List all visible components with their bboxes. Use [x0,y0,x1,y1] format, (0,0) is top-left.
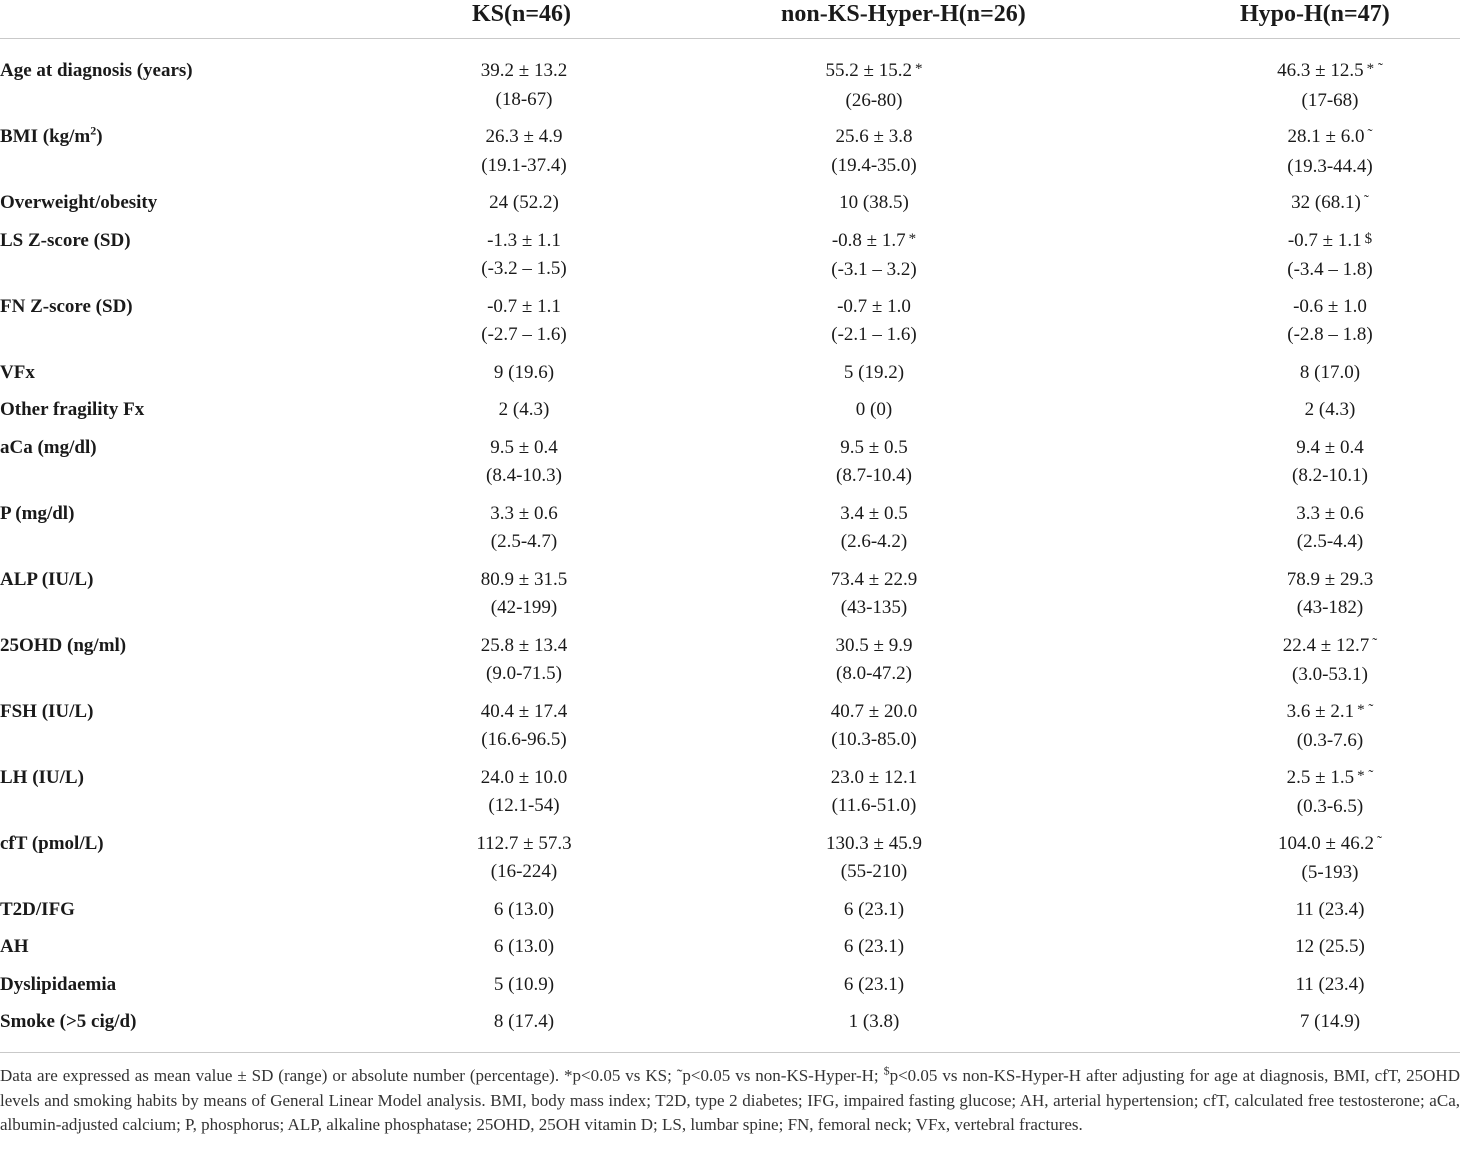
table-row [0,500,1460,566]
row-label [0,189,352,227]
row-label [0,123,352,189]
table-footnote [0,1064,1460,1138]
significance-marker: ˜ [1376,833,1382,850]
cell-ks [352,896,648,934]
cell-mean: 8 (17.0) [1299,361,1361,383]
cell-ks [352,933,648,971]
cell-value-line [400,123,648,152]
row-label-text: Smoke (>5 cig/d) [0,1011,137,1032]
cell-value-line [1200,566,1460,595]
row-label-text: Age at diagnosis (years) [0,60,193,81]
cell-value-line [400,632,648,661]
cell-mean: 1 (3.8) [848,1011,900,1032]
cell-mean: 112.7 ± 57.3 [476,832,572,854]
row-label [0,39,352,124]
cell-range: (16-224) [490,861,558,882]
cell-value-line [400,764,648,793]
table-row [0,396,1460,434]
cell-non-ks-hyper-h [648,830,1100,896]
cell-value-line [1200,396,1460,425]
cell-value-line [648,971,1100,1000]
cell-value-line [1200,698,1460,728]
table-row [0,293,1460,359]
cell-mean: 30.5 ± 9.9 [835,634,913,656]
cell-range: (19.3-44.4) [1287,155,1373,177]
row-label [0,971,352,1009]
significance-marker: ˜ [1372,635,1378,652]
cell-value-line [648,1008,1100,1037]
row-label [0,830,352,896]
table-body [0,39,1460,1046]
cell-mean: 9.5 ± 0.4 [490,436,558,458]
table-row [0,434,1460,500]
cell-range: (-3.4 – 1.8) [1287,259,1373,280]
cell-ks [352,39,648,124]
cell-value-line [400,189,648,218]
cell-mean: 6 (23.1) [843,973,905,995]
cell-non-ks-hyper-h [648,359,1100,397]
cell-value-line [648,632,1100,661]
header-non-ks-hyper-h: non-KS-Hyper-H(n=26) [648,0,1100,39]
cell-non-ks-hyper-h [648,434,1100,500]
cell-value-line [648,396,1100,425]
cell-value-line [648,434,1100,463]
row-label-text: VFx [0,361,35,383]
header-label-column [0,0,352,39]
cell-mean: -0.6 ± 1.0 [1293,295,1367,317]
cell-mean: 6 (23.1) [843,898,905,920]
cell-ks [352,830,648,896]
header-ks: KS(n=46) [352,0,648,39]
header-hypo-h: Hypo-H(n=47) [1100,0,1460,39]
table-row [0,632,1460,698]
cell-range: (42-199) [490,597,558,618]
footnote-divider [0,1052,1460,1053]
cell-mean: 25.8 ± 13.4 [480,634,568,656]
cell-value-line [648,359,1100,388]
cell-mean: 3.6 ± 2.1 [1286,700,1355,722]
cell-ks [352,566,648,632]
cell-mean: 46.3 ± 12.5 [1277,60,1364,81]
cell-ks [352,396,648,434]
cell-non-ks-hyper-h [648,764,1100,830]
cell-value-line [648,57,1100,87]
cell-hypo-h [1100,632,1460,698]
cell-range: (8.4-10.3) [486,465,562,486]
cell-range: (-3.2 – 1.5) [481,258,567,279]
cell-mean: 2 (4.3) [1304,399,1356,420]
cell-value-line [400,57,648,86]
cell-mean: 2 (4.3) [498,399,550,420]
cell-mean: -0.8 ± 1.7 [831,229,906,251]
cell-range: (17-68) [1301,89,1359,111]
cell-mean: 9.5 ± 0.5 [840,436,908,458]
table-row [0,566,1460,632]
cell-range: (9.0-71.5) [486,663,562,684]
row-label-text: BMI (kg/m [0,126,91,147]
row-label [0,500,352,566]
cell-range: (8.7-10.4) [836,465,912,486]
cell-range: (-2.7 – 1.6) [481,324,567,345]
cell-range: (2.5-4.7) [490,531,558,552]
cell-mean: -1.3 ± 1.1 [487,229,561,251]
row-label [0,764,352,830]
cell-value-line [648,764,1100,793]
cell-mean: 10 (38.5) [839,192,909,213]
cell-range: (5-193) [1301,862,1359,883]
cell-range: (19.4-35.0) [831,154,917,176]
cell-value-line [648,896,1100,925]
cell-non-ks-hyper-h [648,698,1100,764]
cell-mean: 78.9 ± 29.3 [1286,568,1374,590]
cell-value-line [1200,359,1460,388]
row-label-text: FN Z-score (SD) [0,295,133,317]
footnote-dollar-superscript: $ [883,1063,890,1078]
cell-hypo-h [1100,933,1460,971]
cell-mean: 25.6 ± 3.8 [835,126,913,147]
row-label-text: Other fragility Fx [0,399,145,420]
cell-value-line [400,227,648,256]
cell-non-ks-hyper-h [648,632,1100,698]
table-row [0,123,1460,189]
cell-non-ks-hyper-h [648,1008,1100,1046]
cell-value-line [400,698,648,727]
cell-mean: 73.4 ± 22.9 [830,568,918,590]
cell-hypo-h [1100,123,1460,189]
cell-value-line [648,933,1100,962]
cell-range: (0.3-6.5) [1296,796,1364,817]
cell-mean: 23.0 ± 12.1 [830,766,918,788]
table-row [0,359,1460,397]
cell-mean: 24 (52.2) [489,192,559,213]
cell-mean: 39.2 ± 13.2 [480,60,568,81]
cell-value-line [648,500,1100,529]
cell-value-line [1200,227,1460,257]
cell-value-line [648,566,1100,595]
cell-hypo-h [1100,434,1460,500]
cell-range: (11.6-51.0) [831,795,917,816]
cell-hypo-h [1100,698,1460,764]
cell-range: (-3.1 – 3.2) [831,259,917,280]
cell-hypo-h [1100,396,1460,434]
cell-value-line [1200,933,1460,962]
cell-mean: 26.3 ± 4.9 [485,126,563,147]
row-label-text: LH (IU/L) [0,766,84,788]
cell-value-line [400,434,648,463]
cell-ks [352,971,648,1009]
cell-ks [352,764,648,830]
cell-mean: 104.0 ± 46.2 [1278,832,1374,854]
cell-value-line [400,396,648,425]
cell-ks [352,293,648,359]
cell-hypo-h [1100,764,1460,830]
table-row [0,1008,1460,1046]
table-row [0,830,1460,896]
row-label [0,1008,352,1046]
significance-marker: ˜ [1363,193,1369,209]
cell-value-line [1200,971,1460,1000]
cell-hypo-h [1100,971,1460,1009]
cell-hypo-h [1100,500,1460,566]
row-label [0,227,352,293]
cell-hypo-h [1100,830,1460,896]
cell-hypo-h [1100,227,1460,293]
cell-ks [352,123,648,189]
row-label-suffix: ) [96,126,103,147]
footnote-text-part2: p<0.05 vs non-KS-Hyper-H after adjusting for age at diagnosis, BMI, cfT, 25OHD levels and smoking habits by means of General Linear Model analysis. BMI, body mass index; T2D, type 2 diabetes; IFG, impaired fasting glucose; AH, arterial hypertension; cfT, calculated free testosterone; aCa, albumin-adjusted calcium; P, phosphorus; ALP, alkaline phosphatase; 25OHD, 25OH vitamin D; LS, lumbar spine; FN, femoral neck; VFx, vertebral fractures. [0,1066,1460,1134]
cell-mean: -0.7 ± 1.1 [487,295,561,317]
cell-value-line [648,830,1100,859]
cell-hypo-h [1100,896,1460,934]
cell-value-line [400,1008,648,1037]
cell-value-line [400,896,648,925]
cell-mean: 55.2 ± 15.2 [825,60,912,81]
cell-range: (8.0-47.2) [836,663,912,684]
cell-range: (16.6-96.5) [481,729,567,750]
cell-ks [352,1008,648,1046]
row-label [0,566,352,632]
cell-range: (-2.1 – 1.6) [831,324,917,345]
cell-range: (43-135) [840,597,908,618]
table-row [0,189,1460,227]
cell-range: (0.3-7.6) [1296,730,1364,751]
cell-non-ks-hyper-h [648,971,1100,1009]
cell-value-line [400,971,648,1000]
cell-value-line [400,293,648,322]
cell-value-line [648,189,1100,218]
cell-hypo-h [1100,39,1460,124]
cell-ks [352,500,648,566]
row-label-text: 25OHD (ng/ml) [0,634,127,656]
cell-range: (2.6-4.2) [840,531,908,552]
cell-mean: 0 (0) [855,399,893,420]
cell-value-line [1200,434,1460,463]
cell-ks [352,359,648,397]
cell-mean: 6 (13.0) [493,898,555,920]
cell-non-ks-hyper-h [648,293,1100,359]
row-label-text: aCa (mg/dl) [0,436,97,458]
table-row [0,39,1460,124]
row-label-text: ALP (IU/L) [0,568,94,590]
cell-non-ks-hyper-h [648,500,1100,566]
row-label [0,396,352,434]
cell-mean: 9.4 ± 0.4 [1296,436,1364,458]
cell-mean: 11 (23.4) [1295,973,1365,995]
cell-value-line [400,359,648,388]
significance-marker: * ˜ [1357,767,1374,784]
row-label-text: T2D/IFG [0,898,75,920]
cell-ks [352,227,648,293]
row-label-text: cfT (pmol/L) [0,832,104,854]
cell-mean: 28.1 ± 6.0 [1287,126,1365,147]
cell-range: (43-182) [1296,597,1364,618]
cell-ks [352,434,648,500]
cell-ks [352,189,648,227]
cell-non-ks-hyper-h [648,933,1100,971]
table-row [0,933,1460,971]
cell-mean: 2.5 ± 1.5 [1286,766,1355,788]
significance-marker: * ˜ [1366,61,1383,77]
cell-range: (55-210) [840,861,908,882]
cell-value-line [1200,764,1460,794]
cell-mean: 3.4 ± 0.5 [840,502,908,524]
significance-marker: * [908,230,917,247]
cell-value-line [1200,830,1460,860]
significance-marker: * ˜ [1357,701,1374,718]
cell-range: (3.0-53.1) [1292,664,1368,685]
cell-hypo-h [1100,293,1460,359]
cell-non-ks-hyper-h [648,396,1100,434]
row-label-text: AH [0,936,29,957]
cell-value-line [1200,1008,1460,1037]
cell-ks [352,698,648,764]
cell-range: (19.1-37.4) [481,154,567,176]
cell-value-line [1200,896,1460,925]
cell-range: (10.3-85.0) [831,729,917,750]
row-label-superscript: 2 [90,123,97,138]
cell-non-ks-hyper-h [648,189,1100,227]
cell-value-line [1200,500,1460,529]
table-row [0,764,1460,830]
row-label-text: P (mg/dl) [0,502,75,524]
footnote-text-part1: Data are expressed as mean value ± SD (range) or absolute number (percentage). *p<0.05 vs KS; ˜p<0.05 vs non-KS-Hyper-H; [0,1066,884,1085]
cell-mean: -0.7 ± 1.0 [837,295,911,317]
cell-value-line [1200,632,1460,662]
table-header [0,0,1460,39]
cell-mean: 8 (17.4) [493,1011,555,1032]
cell-value-line [1200,123,1460,153]
cell-mean: 80.9 ± 31.5 [480,568,568,590]
cell-mean: 22.4 ± 12.7 [1282,634,1370,656]
cell-ks [352,632,648,698]
cell-non-ks-hyper-h [648,123,1100,189]
cell-range: (18-67) [495,88,553,110]
cell-mean: 6 (13.0) [493,936,555,957]
row-label-text: FSH (IU/L) [0,700,94,722]
row-label [0,434,352,500]
cell-non-ks-hyper-h [648,39,1100,124]
table-row [0,227,1460,293]
cell-mean: 3.3 ± 0.6 [490,502,558,524]
row-label [0,632,352,698]
cell-value-line [648,698,1100,727]
cell-range: (-2.8 – 1.8) [1287,324,1373,345]
cell-mean: 5 (10.9) [493,973,555,995]
cell-mean: 11 (23.4) [1295,898,1365,920]
significance-marker: ˜ [1367,127,1373,143]
row-label-text: Overweight/obesity [0,192,158,213]
cell-value-line [1200,57,1460,87]
cell-mean: 3.3 ± 0.6 [1296,502,1364,524]
cell-value-line [400,500,648,529]
cell-value-line [1200,293,1460,322]
cell-range: (8.2-10.1) [1292,465,1368,486]
cell-mean: 32 (68.1) [1291,192,1361,213]
cell-mean: 9 (19.6) [493,361,555,383]
row-label [0,293,352,359]
cell-mean: 7 (14.9) [1299,1011,1361,1032]
cell-hypo-h [1100,189,1460,227]
header-row [0,0,1460,39]
cell-hypo-h [1100,1008,1460,1046]
cell-mean: -0.7 ± 1.1 [1287,229,1362,251]
row-label [0,933,352,971]
row-label-text: Dyslipidaemia [0,973,117,995]
significance-marker: * [914,61,923,77]
cell-mean: 12 (25.5) [1295,936,1365,957]
cell-value-line [1200,189,1460,219]
cell-mean: 40.4 ± 17.4 [480,700,568,722]
significance-marker: $ [1364,230,1373,247]
cell-value-line [400,566,648,595]
table-row [0,698,1460,764]
cell-range: (2.5-4.4) [1296,531,1364,552]
cell-range: (12.1-54) [488,795,560,816]
row-label [0,698,352,764]
cell-mean: 6 (23.1) [843,936,905,957]
cell-hypo-h [1100,359,1460,397]
cell-non-ks-hyper-h [648,896,1100,934]
cell-mean: 5 (19.2) [843,361,905,383]
cell-value-line [400,933,648,962]
cell-value-line [648,227,1100,257]
cell-value-line [400,830,648,859]
cell-value-line [648,293,1100,322]
table-row [0,896,1460,934]
table-row [0,971,1460,1009]
cell-hypo-h [1100,566,1460,632]
cell-value-line [648,123,1100,152]
cell-mean: 24.0 ± 10.0 [480,766,568,788]
cell-mean: 40.7 ± 20.0 [830,700,918,722]
row-label [0,896,352,934]
cell-mean: 130.3 ± 45.9 [826,832,922,854]
row-label-text: LS Z-score (SD) [0,229,131,251]
cell-range: (26-80) [845,89,903,111]
row-label [0,359,352,397]
cell-non-ks-hyper-h [648,227,1100,293]
cell-non-ks-hyper-h [648,566,1100,632]
